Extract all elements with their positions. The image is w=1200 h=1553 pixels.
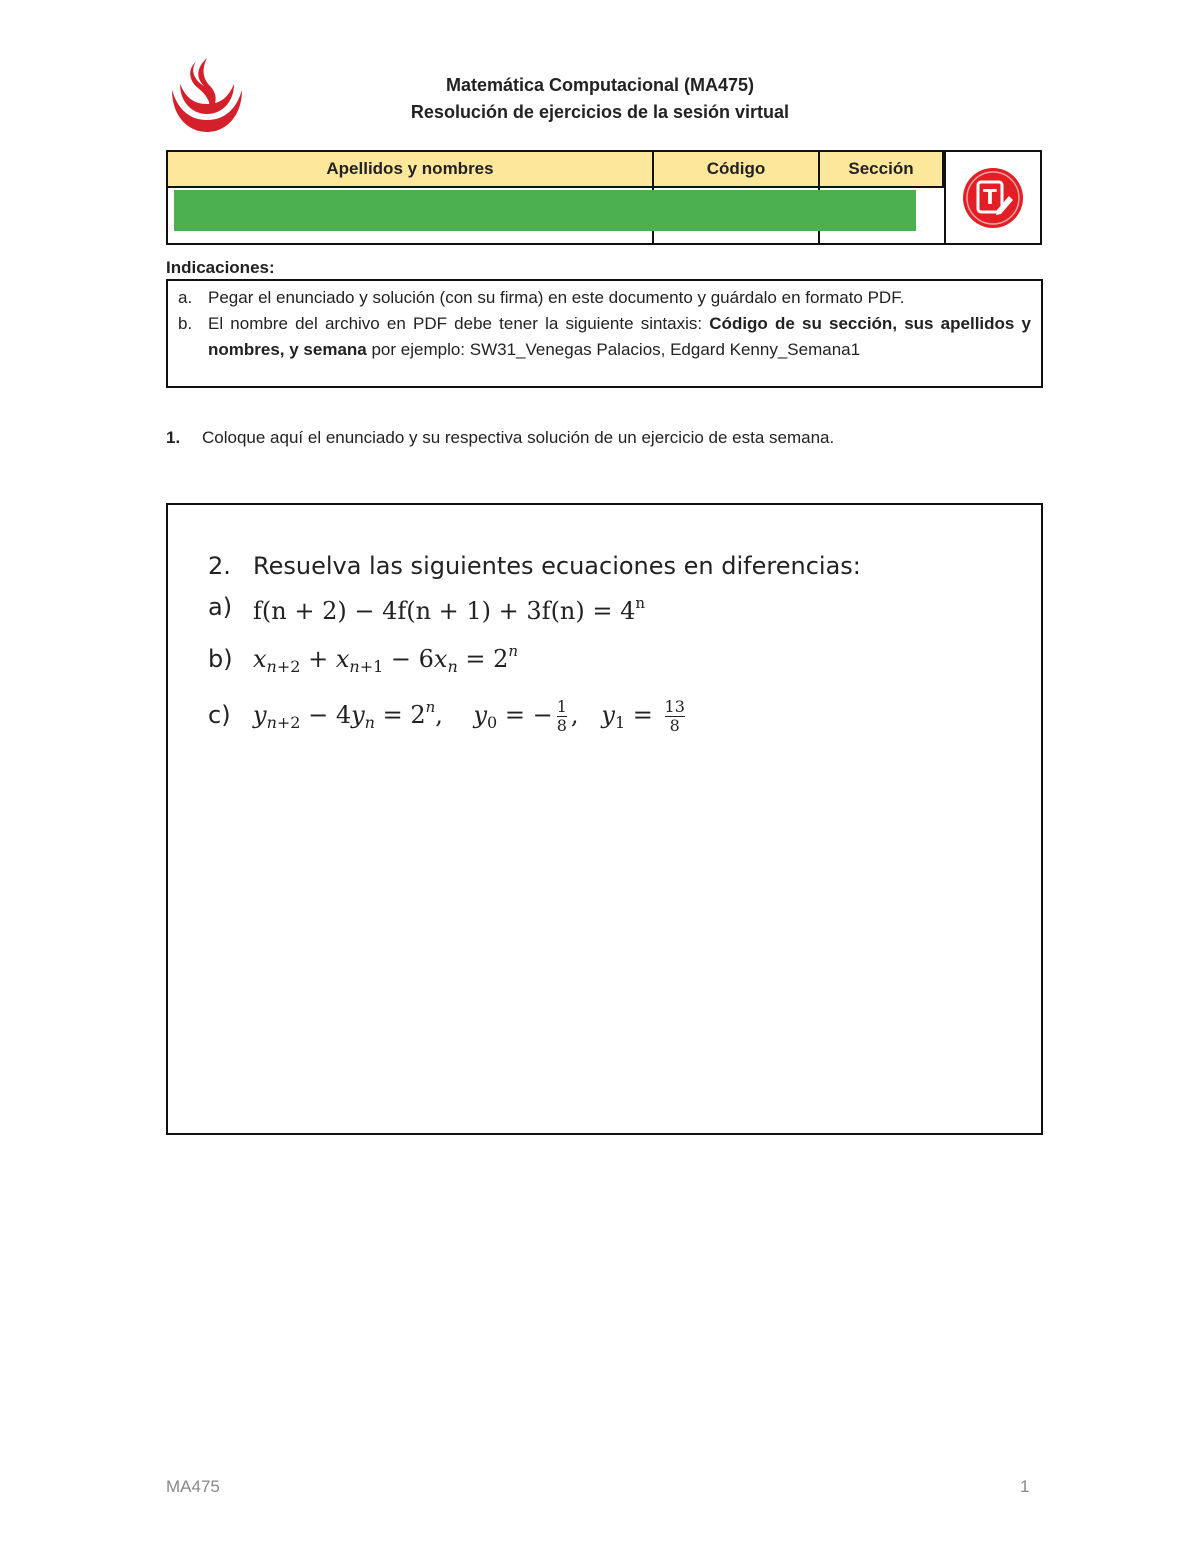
equation-c-label: c) [208, 701, 231, 729]
indications-box [166, 279, 1043, 388]
column-header-section: Sección [820, 152, 944, 188]
question-1 [166, 428, 834, 448]
name-field-highlight[interactable] [174, 190, 916, 231]
column-header-code: Código [654, 152, 820, 188]
column-header-name: Apellidos y nombres [168, 152, 654, 188]
equation-a-math [253, 583, 645, 631]
indications-label: Indicaciones: [166, 258, 275, 277]
footer-page-number: 1 [1020, 1477, 1030, 1496]
equation-b-math: $x_{n+2} + x_{n+1} - 6x_n = 2^n$ [253, 642, 519, 676]
footer-course-code: MA475 [166, 1477, 220, 1496]
equation-b [208, 631, 861, 687]
indication-a [178, 285, 1031, 311]
indication-b-text [208, 311, 1031, 363]
question-1-number: 1. [166, 428, 181, 447]
equation-c [208, 687, 861, 743]
equation-a [208, 583, 861, 631]
answer-box[interactable] [166, 503, 1043, 1135]
edit-document-icon [961, 166, 1025, 230]
equation-b-label: b) [208, 645, 233, 673]
indication-b-bold: Código de su sección, sus apellidos y nombres, y semana [208, 314, 1031, 359]
document-title [300, 72, 900, 126]
question-1-text: Coloque aquí el enunciado y su respectiva solución de un ejercicio de esta semana. [202, 428, 835, 447]
indication-a-text: Pegar el enunciado y solución (con su firma) en este documento y guárdalo en formato PDF. [208, 288, 905, 307]
exercise-title [208, 549, 861, 583]
indication-a-marker: a. [178, 288, 193, 307]
equation-a-label: a) [208, 593, 233, 621]
equation-a-exponent: n [635, 594, 646, 612]
title-line-2: Resolución de ejercicios de la sesión virtual [410, 102, 790, 122]
equation-c-math: $y_{n+2} - 4y_n = 2^n$, $y_0$ = − $\frac{1}{8}$ , $y_1$ = $\frac{13}{8}$ [253, 697, 685, 735]
indication-b-marker: b. [178, 314, 193, 333]
university-logo [166, 54, 248, 136]
exercise-title-text: Resuelva las siguientes ecuaciones en diferencias: [253, 552, 861, 580]
svg-text:T: T [983, 184, 997, 209]
indication-b-text-part1: El nombre del archivo en PDF debe tener la siguiente sintaxis: [208, 314, 710, 333]
exercise-number: 2. [208, 552, 231, 580]
badge-cell [944, 152, 1040, 243]
indication-b-text-part2: por ejemplo: SW31_Venegas Palacios, Edgard Kenny_Semana1 [366, 340, 861, 359]
title-line-1: Matemática Computacional (MA475) [445, 75, 755, 95]
indication-b [178, 311, 1031, 363]
exercise-statement [208, 549, 861, 743]
student-info-table [166, 150, 1042, 245]
equation-a-body: f(n + 2) − 4f(n + 1) + 3f(n) = 4 [253, 597, 636, 625]
